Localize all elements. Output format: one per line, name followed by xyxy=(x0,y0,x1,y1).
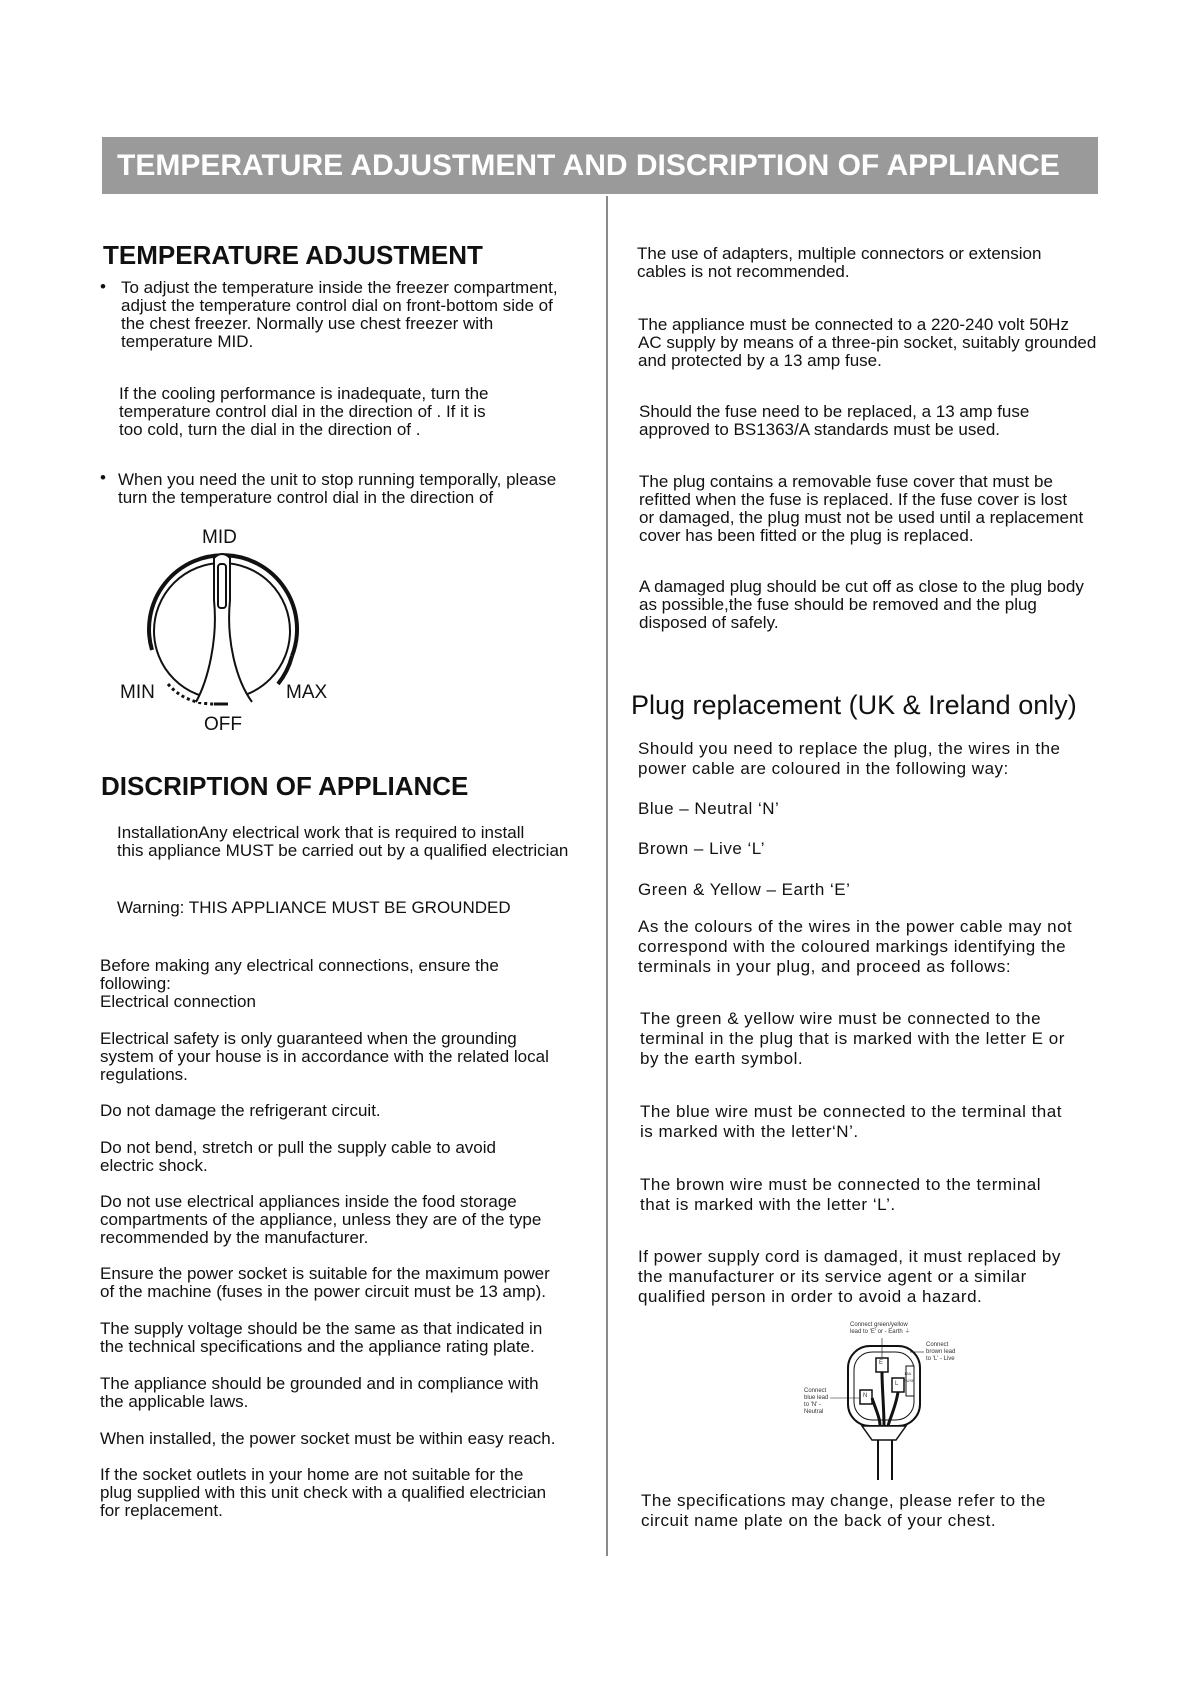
supply-voltage-paragraph: The supply voltage should be the same as that indicated in the technical specifications and the appliance rating plate. xyxy=(100,1319,543,1356)
page-banner: TEMPERATURE ADJUSTMENT AND DISCRIPTION OF APPLIANCE xyxy=(102,137,1098,194)
before-connections-paragraph: Before making any electrical connections, ensure the following: Electrical connection xyxy=(100,956,499,1011)
terminal-l-label: L xyxy=(895,1381,899,1387)
temperature-adjustment-heading: TEMPERATURE ADJUSTMENT xyxy=(103,240,483,270)
installation-line-1: InstallationAny electrical work that is required to install xyxy=(117,824,525,842)
bullet-icon: • xyxy=(100,468,106,487)
green-wire-paragraph: The green & yellow wire must be connected to the terminal in the plug that is marked with the letter E or by the earth symbol. xyxy=(640,1009,1065,1068)
description-heading: DISCRIPTION OF APPLIANCE xyxy=(101,771,469,801)
installation-line-2: this appliance MUST be carried out by a qualified electrician xyxy=(117,842,569,860)
wire-colours-paragraph: Should you need to replace the plug, the wires in the power cable are coloured in the following way: xyxy=(638,739,1061,778)
electrical-safety-paragraph: Electrical safety is only guaranteed when the grounding system of your house is in accordance with the related local regulations. xyxy=(100,1029,549,1084)
temperature-dial-diagram xyxy=(110,520,340,740)
brown-wire-paragraph: The brown wire must be connected to the terminal that is marked with the letter ‘L’. xyxy=(640,1175,1042,1214)
green-yellow-earth-line: Green & Yellow – Earth ‘E’ xyxy=(638,880,851,899)
easy-reach-paragraph: When installed, the power socket must be within easy reach. xyxy=(100,1429,556,1448)
damaged-plug-paragraph: A damaged plug should be cut off as close to the plug body as possible,the fuse should be removed and the plug disposed of safely. xyxy=(639,577,1084,632)
brown-live-line: Brown – Live ‘L’ xyxy=(638,839,766,858)
power-socket-paragraph: Ensure the power socket is suitable for the maximum power of the machine (fuses in the power circuit must be 13 amp). xyxy=(100,1264,550,1301)
adapters-paragraph: The use of adapters, multiple connectors or extension cables is not recommended. xyxy=(637,244,1042,281)
refrigerant-paragraph: Do not damage the refrigerant circuit. xyxy=(100,1101,381,1120)
food-storage-paragraph: Do not use electrical appliances inside the food storage compartments of the appliance, unless they are of the type recommended by the manufacturer. xyxy=(100,1192,542,1247)
fuse-replacement-paragraph: Should the fuse need to be replaced, a 13 amp fuse approved to BS1363/A standards must be used. xyxy=(639,402,1030,439)
dial-min-label: MIN xyxy=(120,682,155,703)
specifications-paragraph: The specifications may change, please refer to the circuit name plate on the back of your chest. xyxy=(641,1491,1046,1530)
supply-connection-paragraph: The appliance must be connected to a 220-240 volt 50Hz AC supply by means of a three-pin socket, suitably grounded and protected by a 13 amp fuse. xyxy=(638,315,1097,370)
supply-cord-paragraph: If power supply cord is damaged, it must replaced by the manufacturer or its service agent or a similar qualified person in order to avoid a hazard. xyxy=(638,1247,1061,1306)
plug-replacement-heading: Plug replacement (UK & Ireland only) xyxy=(631,690,1077,720)
blue-connection-label: Connect blue lead to 'N' - Neutral xyxy=(804,1388,829,1415)
grounding-warning: Warning: THIS APPLIANCE MUST BE GROUNDED xyxy=(117,898,511,917)
brown-connection-label: Connect brown lead to 'L' - Live xyxy=(926,1342,956,1362)
fuse-cover-paragraph: The plug contains a removable fuse cover that must be refitted when the fuse is replaced. If the fuse cover is lost or damaged, the plug must not be used until a replacement cover has been fitted or the plug is replaced. xyxy=(639,472,1084,545)
dial-icon xyxy=(110,520,340,740)
colours-correspond-paragraph: As the colours of the wires in the power cable may not correspond with the coloured markings identifying the terminals in your plug, and proceed as follows: xyxy=(638,917,1073,976)
bullet-icon: • xyxy=(100,277,106,296)
cooling-performance-paragraph: If the cooling performance is inadequate, turn the temperature control dial in the direction of . If it is too cold, turn the dial in the direction of . xyxy=(119,384,489,439)
plug-icon xyxy=(800,1318,990,1483)
plug-wiring-diagram xyxy=(800,1318,990,1483)
stop-running-paragraph: When you need the unit to stop running temporally, please turn the temperature control dial in the direction of xyxy=(118,470,557,507)
grounded-paragraph: The appliance should be grounded and in compliance with the applicable laws. xyxy=(100,1374,539,1411)
dial-mid-label: MID xyxy=(202,527,237,548)
dial-max-label: MAX xyxy=(286,682,328,703)
fuse-label: 13A FUSE xyxy=(904,1371,915,1383)
socket-outlets-paragraph: If the socket outlets in your home are not suitable for the plug supplied with this unit check with a qualified electrician for replacement. xyxy=(100,1465,547,1520)
column-divider xyxy=(606,196,608,1556)
dial-off-label: OFF xyxy=(204,714,242,735)
blue-neutral-line: Blue – Neutral ‘N’ xyxy=(638,799,780,818)
temp-adjust-paragraph: To adjust the temperature inside the freezer compartment, adjust the temperature control dial on front-bottom side of the chest freezer. Normally use chest freezer with temperature MID. xyxy=(121,278,558,351)
terminal-n-label: N xyxy=(863,1393,868,1399)
terminal-e-label: E xyxy=(879,1360,884,1366)
blue-wire-paragraph: The blue wire must be connected to the terminal that is marked with the letter‘N’. xyxy=(640,1102,1062,1141)
supply-cable-paragraph: Do not bend, stretch or pull the supply cable to avoid electric shock. xyxy=(100,1138,496,1175)
earth-connection-label: Connect green/yellow lead to 'E' or - Earth ⏚ xyxy=(850,1322,911,1335)
